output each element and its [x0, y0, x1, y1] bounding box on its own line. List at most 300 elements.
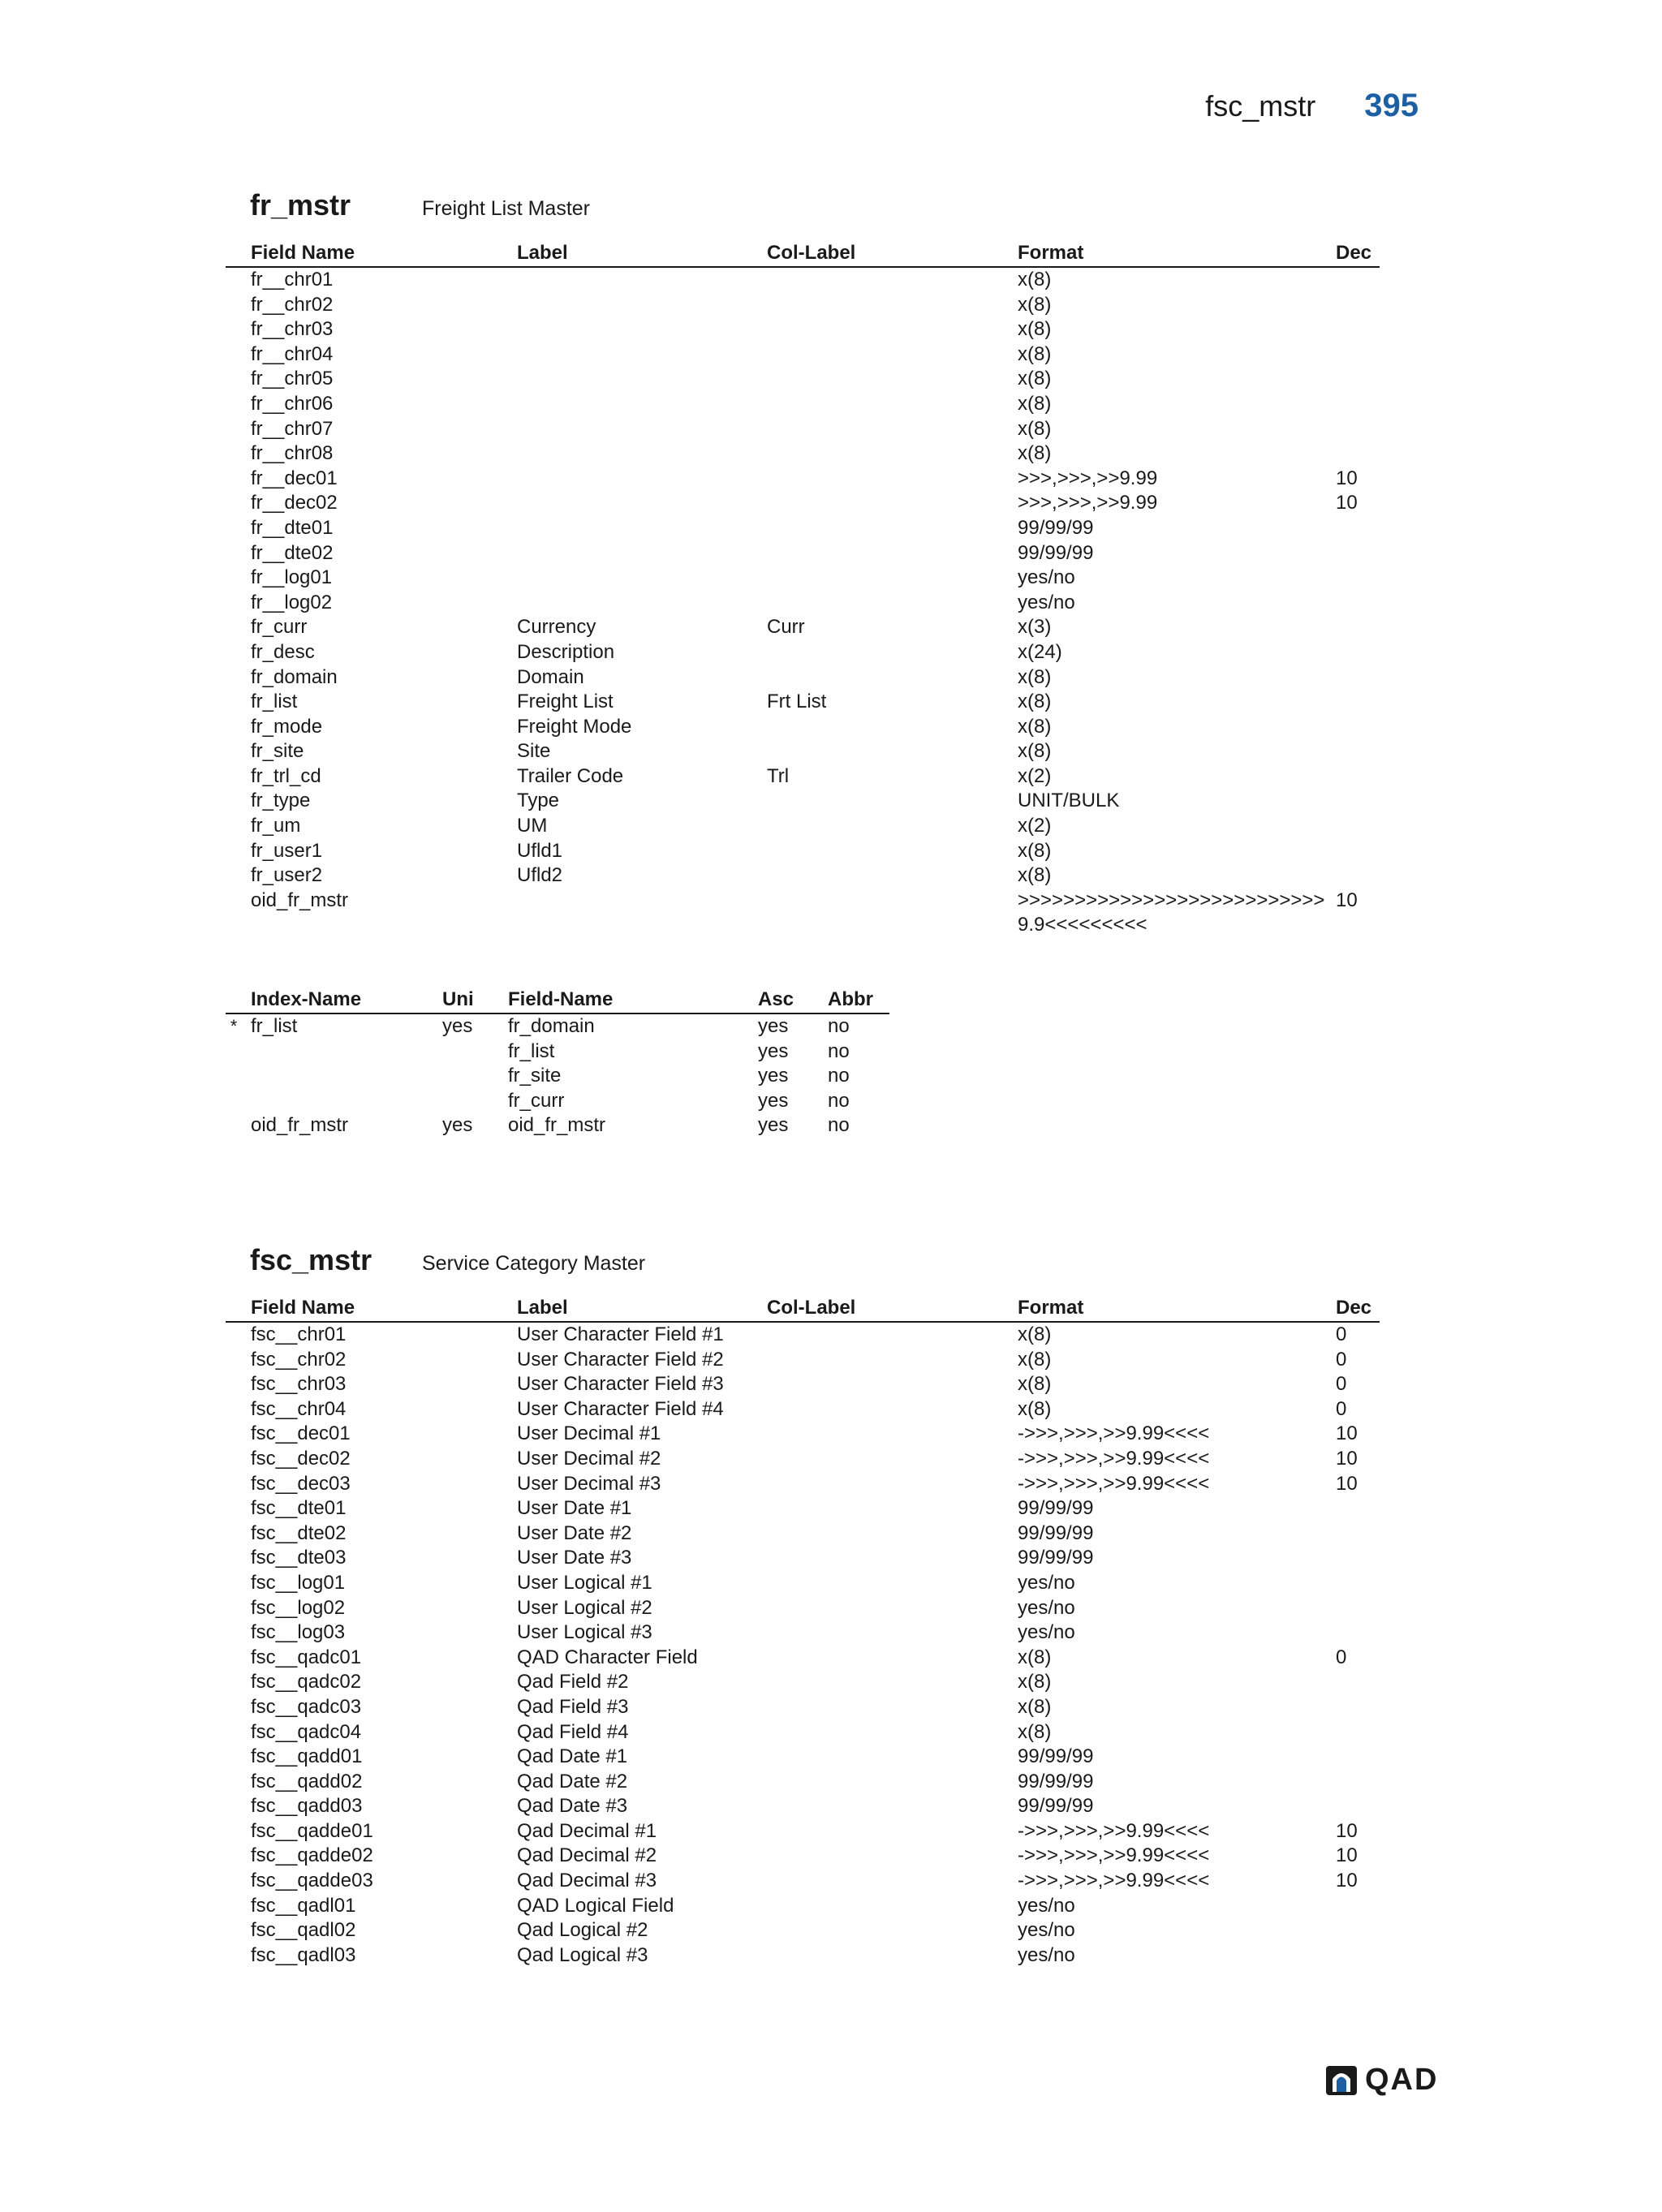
- format-cell: yes/no: [1018, 1571, 1075, 1594]
- col-label-cell: [767, 1372, 1018, 1397]
- field-name-cell: fr__chr05: [251, 368, 334, 390]
- table-row: [226, 441, 1380, 467]
- table-row: [226, 1323, 1380, 1348]
- col-label-cell: [767, 1670, 1018, 1695]
- table-row: [226, 1670, 1380, 1695]
- col-label-cell: [767, 293, 1018, 318]
- format-cell: yes/no: [1018, 1943, 1075, 1966]
- dec-cell: [1336, 715, 1380, 740]
- label-cell: User Logical #3: [517, 1621, 652, 1644]
- table-row: [226, 863, 1380, 889]
- label-cell: Site: [517, 740, 551, 763]
- field-name-cell: fr_list: [508, 1039, 555, 1062]
- label-cell: [517, 467, 767, 492]
- dec-cell: [1336, 566, 1380, 591]
- format-cell: yes/no: [1018, 1894, 1075, 1917]
- table-header: [226, 239, 1380, 268]
- field-name-cell: fsc__qadc01: [251, 1646, 362, 1668]
- format-cell: x(8): [1018, 368, 1052, 390]
- col-label-cell: [767, 491, 1018, 516]
- field-name-cell: fsc__log02: [251, 1596, 346, 1619]
- col-label-cell: [767, 1894, 1018, 1919]
- col-label-cell: [767, 1571, 1018, 1596]
- field-name-cell: fsc__qadc02: [251, 1671, 362, 1693]
- format-cell: 99/99/99: [1018, 1521, 1094, 1544]
- field-name-cell: fr__chr08: [251, 442, 334, 465]
- col-label-cell: [767, 839, 1018, 864]
- dec-cell: [1336, 1943, 1380, 1969]
- table-row: [226, 715, 1380, 740]
- label-cell: [517, 889, 767, 938]
- table-row: [226, 1819, 1380, 1844]
- col-label-cell: [767, 1770, 1018, 1795]
- dec-cell: [1336, 1571, 1380, 1596]
- label-cell: Ufld1: [517, 839, 563, 862]
- col-label-cell: [767, 1918, 1018, 1943]
- qad-logo-icon: [1326, 2064, 1358, 2097]
- table-row: [226, 814, 1380, 839]
- format-cell: ->>>,>>>,>>9.99<<<<: [1018, 1422, 1210, 1445]
- col-label-cell: [767, 1745, 1018, 1770]
- format-cell: x(8): [1018, 839, 1052, 862]
- format-cell: x(24): [1018, 640, 1062, 663]
- col-label-cell: [767, 417, 1018, 442]
- field-name-cell: fsc__qadl02: [251, 1919, 356, 1942]
- field-name-cell: fr_type: [251, 790, 311, 812]
- format-cell: >>>>>>>>>>>>>>>>>>>>>>>>>>>9.9<<<<<<<<<: [1018, 889, 1325, 936]
- index-row: [226, 1064, 889, 1089]
- format-cell: x(2): [1018, 815, 1052, 837]
- dec-cell: [1336, 814, 1380, 839]
- table-row: [226, 1620, 1380, 1646]
- col-label-cell: [767, 1546, 1018, 1571]
- format-cell: x(8): [1018, 293, 1052, 316]
- label-cell: [517, 417, 767, 442]
- column-header-col-label: Col-Label: [767, 1297, 856, 1319]
- field-name-cell: fr__chr06: [251, 392, 334, 415]
- primary-index-marker: *: [230, 1016, 238, 1036]
- abbr-cell: no: [828, 1065, 850, 1087]
- field-name-cell: fr_user2: [251, 864, 323, 887]
- dec-cell: 0: [1336, 1373, 1347, 1396]
- field-name-cell: fr_desc: [251, 640, 315, 663]
- index-name-cell: [226, 1089, 442, 1114]
- field-name-cell: fsc__dec03: [251, 1472, 351, 1495]
- table-header: [226, 1293, 1380, 1323]
- label-cell: User Character Field #2: [517, 1348, 724, 1371]
- table-row: [226, 1397, 1380, 1422]
- asc-cell: yes: [758, 1065, 789, 1087]
- label-cell: Qad Field #4: [517, 1720, 629, 1743]
- dec-cell: 0: [1336, 1646, 1347, 1668]
- table-row: [226, 417, 1380, 442]
- abbr-cell: no: [828, 1089, 850, 1112]
- label-cell: User Logical #2: [517, 1596, 652, 1619]
- table-row: [226, 1496, 1380, 1521]
- label-cell: Qad Decimal #1: [517, 1819, 657, 1842]
- format-cell: yes/no: [1018, 591, 1075, 613]
- label-cell: User Character Field #3: [517, 1373, 724, 1396]
- dec-cell: [1336, 317, 1380, 342]
- label-cell: User Decimal #3: [517, 1472, 661, 1495]
- column-header-asc: Asc: [758, 988, 794, 1010]
- field-name-cell: fr_user1: [251, 839, 323, 862]
- field-name-cell: fsc__chr03: [251, 1373, 347, 1396]
- col-label-cell: [767, 1794, 1018, 1819]
- dec-cell: [1336, 1918, 1380, 1943]
- dec-cell: [1336, 1521, 1380, 1547]
- fr-mstr-heading: [250, 188, 590, 222]
- field-name-cell: fsc__qadde03: [251, 1870, 373, 1892]
- label-cell: User Logical #1: [517, 1571, 652, 1594]
- table-row: [226, 1596, 1380, 1621]
- format-cell: x(8): [1018, 1646, 1052, 1668]
- col-label-cell: [767, 1472, 1018, 1497]
- index-row: [226, 1039, 889, 1065]
- format-cell: x(8): [1018, 1397, 1052, 1420]
- format-cell: x(8): [1018, 342, 1052, 365]
- table-row: [226, 1770, 1380, 1795]
- label-cell: [517, 367, 767, 392]
- label-cell: [517, 516, 767, 541]
- col-label-cell: [767, 566, 1018, 591]
- col-label-cell: [767, 814, 1018, 839]
- dec-cell: [1336, 665, 1380, 691]
- col-label-cell: [767, 715, 1018, 740]
- label-cell: Trailer Code: [517, 764, 624, 787]
- col-label-cell: [767, 789, 1018, 814]
- table-row: [226, 516, 1380, 541]
- table-row: [226, 1794, 1380, 1819]
- index-row: [226, 1014, 889, 1039]
- col-label-cell: [767, 1695, 1018, 1720]
- col-label-cell: [767, 1943, 1018, 1969]
- field-name-cell: fr__dec01: [251, 467, 338, 489]
- dec-cell: 10: [1336, 467, 1358, 489]
- field-name-cell: fsc__qadl01: [251, 1894, 356, 1917]
- dec-cell: [1336, 863, 1380, 889]
- format-cell: 99/99/99: [1018, 1497, 1094, 1520]
- label-cell: Qad Field #2: [517, 1671, 629, 1693]
- uni-cell: [442, 1039, 508, 1065]
- field-name-cell: fr__dte01: [251, 516, 334, 539]
- index-table-header: [226, 985, 889, 1014]
- index-name-cell: oid_fr_mstr: [251, 1114, 349, 1137]
- col-label-cell: [767, 1646, 1018, 1671]
- field-name-cell: fr_curr: [508, 1089, 565, 1112]
- label-cell: [517, 293, 767, 318]
- col-label-cell: [767, 516, 1018, 541]
- fsc-mstr-heading: [250, 1243, 645, 1277]
- column-header-label: Label: [517, 242, 568, 264]
- col-label-cell: [767, 1348, 1018, 1373]
- column-header-format: Format: [1018, 242, 1084, 264]
- dec-cell: [1336, 293, 1380, 318]
- column-header-format: Format: [1018, 1297, 1084, 1319]
- format-cell: x(8): [1018, 740, 1052, 763]
- table-row: [226, 367, 1380, 392]
- col-label-cell: [767, 1720, 1018, 1745]
- table-row: [226, 789, 1380, 814]
- col-label-cell: [767, 1496, 1018, 1521]
- table-row: [226, 1918, 1380, 1943]
- format-cell: ->>>,>>>,>>9.99<<<<: [1018, 1472, 1210, 1495]
- col-label-cell: [767, 640, 1018, 665]
- field-name-cell: fsc__dte03: [251, 1547, 347, 1569]
- label-cell: Freight Mode: [517, 715, 632, 738]
- col-label-cell: [767, 1422, 1018, 1447]
- field-name-cell: fr__chr07: [251, 417, 334, 440]
- dec-cell: [1336, 839, 1380, 864]
- label-cell: Qad Date #3: [517, 1795, 628, 1818]
- col-label-cell: [767, 1869, 1018, 1894]
- dec-cell: 0: [1336, 1348, 1347, 1371]
- dec-cell: [1336, 1546, 1380, 1571]
- label-cell: Freight List: [517, 691, 614, 713]
- field-name-cell: fr_site: [508, 1065, 562, 1087]
- format-cell: yes/no: [1018, 566, 1075, 589]
- label-cell: User Decimal #2: [517, 1447, 661, 1470]
- abbr-cell: no: [828, 1114, 850, 1137]
- dec-cell: [1336, 640, 1380, 665]
- label-cell: Domain: [517, 665, 584, 688]
- asc-cell: yes: [758, 1039, 789, 1062]
- field-name-cell: fr_list: [251, 691, 298, 713]
- dec-cell: [1336, 367, 1380, 392]
- fr-mstr-field-table: [226, 239, 1380, 938]
- label-cell: User Date #3: [517, 1547, 632, 1569]
- table-description: Freight List Master: [422, 197, 591, 220]
- field-name-cell: fsc__chr01: [251, 1323, 347, 1345]
- label-cell: Qad Decimal #3: [517, 1870, 657, 1892]
- col-label-cell: [767, 367, 1018, 392]
- dec-cell: [1336, 342, 1380, 368]
- field-name-cell: fr__log02: [251, 591, 333, 613]
- dec-cell: [1336, 789, 1380, 814]
- dec-cell: [1336, 1794, 1380, 1819]
- format-cell: >>>,>>>,>>9.99: [1018, 492, 1158, 514]
- format-cell: x(8): [1018, 417, 1052, 440]
- running-head: [1205, 88, 1419, 133]
- col-label-cell: [767, 889, 1018, 938]
- format-cell: 99/99/99: [1018, 1547, 1094, 1569]
- format-cell: 99/99/99: [1018, 541, 1094, 564]
- column-header-dec: Dec: [1336, 242, 1372, 264]
- field-name-cell: fr_domain: [251, 665, 338, 688]
- abbr-cell: no: [828, 1039, 850, 1062]
- label-cell: Qad Date #1: [517, 1745, 628, 1768]
- dec-cell: [1336, 1620, 1380, 1646]
- column-header-index-name: Index-Name: [251, 988, 362, 1010]
- label-cell: UM: [517, 815, 548, 837]
- index-table-body: [226, 1014, 889, 1138]
- col-label-cell: Curr: [767, 616, 805, 639]
- format-cell: x(8): [1018, 1373, 1052, 1396]
- col-label-cell: [767, 441, 1018, 467]
- table-row: [226, 1720, 1380, 1745]
- table-row: [226, 1869, 1380, 1894]
- index-name-cell: [226, 1064, 442, 1089]
- table-row: [226, 839, 1380, 864]
- asc-cell: yes: [758, 1089, 789, 1112]
- dec-cell: 0: [1336, 1323, 1347, 1345]
- table-row: [226, 1695, 1380, 1720]
- label-cell: [517, 491, 767, 516]
- uni-cell: yes: [442, 1015, 473, 1037]
- label-cell: User Decimal #1: [517, 1422, 661, 1445]
- label-cell: Qad Logical #3: [517, 1943, 648, 1966]
- field-name-cell: fr_mode: [251, 715, 323, 738]
- label-cell: [517, 566, 767, 591]
- field-name-cell: fsc__dec02: [251, 1447, 351, 1470]
- uni-cell: yes: [442, 1114, 473, 1137]
- field-name-cell: fsc__chr04: [251, 1397, 347, 1420]
- label-cell: QAD Character Field: [517, 1646, 698, 1668]
- logo-text: QAD: [1365, 2063, 1439, 2097]
- col-label-cell: [767, 541, 1018, 566]
- field-name-cell: fsc__qadl03: [251, 1943, 356, 1966]
- format-cell: ->>>,>>>,>>9.99<<<<: [1018, 1447, 1210, 1470]
- dec-cell: [1336, 392, 1380, 417]
- field-name-cell: fsc__log01: [251, 1571, 346, 1594]
- table-row: [226, 491, 1380, 516]
- table-row: [226, 293, 1380, 318]
- table-row: [226, 566, 1380, 591]
- dec-cell: 10: [1336, 1447, 1358, 1470]
- table-row: [226, 690, 1380, 715]
- format-cell: ->>>,>>>,>>9.99<<<<: [1018, 1819, 1210, 1842]
- col-label-cell: [767, 268, 1018, 293]
- label-cell: QAD Logical Field: [517, 1894, 674, 1917]
- label-cell: Description: [517, 640, 615, 663]
- label-cell: Type: [517, 790, 560, 812]
- label-cell: [517, 317, 767, 342]
- dec-cell: [1336, 615, 1380, 640]
- format-cell: yes/no: [1018, 1919, 1075, 1942]
- table-row: [226, 1348, 1380, 1373]
- index-row: [226, 1113, 889, 1138]
- table-row: [226, 889, 1380, 938]
- format-cell: 99/99/99: [1018, 516, 1094, 539]
- index-name-cell: fr_list: [251, 1015, 298, 1037]
- label-cell: [517, 342, 767, 368]
- fsc-mstr-field-table: [226, 1293, 1380, 1968]
- column-header-label: Label: [517, 1297, 568, 1319]
- table-body: [226, 1323, 1380, 1968]
- col-label-cell: [767, 1521, 1018, 1547]
- dec-cell: 10: [1336, 1819, 1358, 1842]
- dec-cell: [1336, 1720, 1380, 1745]
- label-cell: Qad Decimal #2: [517, 1844, 657, 1867]
- table-row: [226, 1894, 1380, 1919]
- table-row: [226, 392, 1380, 417]
- format-cell: ->>>,>>>,>>9.99<<<<: [1018, 1844, 1210, 1867]
- table-row: [226, 1372, 1380, 1397]
- dec-cell: [1336, 1894, 1380, 1919]
- field-name-cell: fr__dec02: [251, 492, 338, 514]
- col-label-cell: [767, 1323, 1018, 1348]
- format-cell: x(8): [1018, 691, 1052, 713]
- format-cell: x(8): [1018, 392, 1052, 415]
- field-name-cell: fr_site: [251, 740, 304, 763]
- qad-logo: [1326, 2063, 1438, 2098]
- label-cell: [517, 392, 767, 417]
- table-row: [226, 1844, 1380, 1869]
- field-name-cell: fsc__qadc03: [251, 1695, 362, 1718]
- table-row: [226, 1422, 1380, 1447]
- dec-cell: [1336, 1670, 1380, 1695]
- column-header-abbr: Abbr: [828, 988, 873, 1010]
- dec-cell: [1336, 764, 1380, 790]
- table-row: [226, 739, 1380, 764]
- field-name-cell: fsc__dec01: [251, 1422, 351, 1445]
- asc-cell: yes: [758, 1015, 789, 1037]
- column-header-field-name: Field Name: [251, 242, 355, 264]
- label-cell: Qad Logical #2: [517, 1919, 648, 1942]
- format-cell: x(8): [1018, 864, 1052, 887]
- dec-cell: [1336, 441, 1380, 467]
- dec-cell: 0: [1336, 1397, 1347, 1420]
- field-name-cell: fsc__dte01: [251, 1497, 347, 1520]
- column-header-field-name: Field Name: [251, 1297, 355, 1319]
- dec-cell: 10: [1336, 1870, 1358, 1892]
- field-name-cell: fr__chr04: [251, 342, 334, 365]
- field-name-cell: fr_trl_cd: [251, 764, 321, 787]
- field-name-cell: oid_fr_mstr: [251, 889, 349, 911]
- format-cell: x(8): [1018, 1695, 1052, 1718]
- running-head-title: fsc_mstr: [1205, 89, 1316, 123]
- table-row: [226, 591, 1380, 616]
- label-cell: [517, 541, 767, 566]
- col-label-cell: [767, 467, 1018, 492]
- table-row: [226, 1571, 1380, 1596]
- table-row: [226, 1745, 1380, 1770]
- index-name-cell: [226, 1039, 442, 1065]
- col-label-cell: [767, 317, 1018, 342]
- format-cell: x(8): [1018, 1671, 1052, 1693]
- col-label-cell: [767, 1596, 1018, 1621]
- col-label-cell: [767, 739, 1018, 764]
- abbr-cell: no: [828, 1015, 850, 1037]
- dec-cell: 10: [1336, 1844, 1358, 1867]
- table-row: [226, 268, 1380, 293]
- format-cell: 99/99/99: [1018, 1795, 1094, 1818]
- field-name-cell: fsc__qadd02: [251, 1770, 363, 1792]
- col-label-cell: [767, 1620, 1018, 1646]
- table-row: [226, 1546, 1380, 1571]
- col-label-cell: [767, 392, 1018, 417]
- format-cell: x(8): [1018, 318, 1052, 341]
- field-name-cell: fsc__qadde02: [251, 1844, 373, 1867]
- col-label-cell: [767, 1447, 1018, 1472]
- field-name-cell: fsc__log03: [251, 1621, 346, 1644]
- table-row: [226, 342, 1380, 368]
- dec-cell: 10: [1336, 1422, 1358, 1445]
- table-name: fr_mstr: [250, 188, 351, 222]
- table-row: [226, 665, 1380, 691]
- label-cell: User Date #1: [517, 1497, 632, 1520]
- field-name-cell: fr__log01: [251, 566, 333, 589]
- table-description: Service Category Master: [422, 1252, 646, 1275]
- field-name-cell: fr_um: [251, 815, 301, 837]
- label-cell: [517, 591, 767, 616]
- index-row: [226, 1089, 889, 1114]
- format-cell: yes/no: [1018, 1596, 1075, 1619]
- col-label-cell: [767, 591, 1018, 616]
- label-cell: User Date #2: [517, 1521, 632, 1544]
- dec-cell: [1336, 1745, 1380, 1770]
- format-cell: >>>,>>>,>>9.99: [1018, 467, 1158, 489]
